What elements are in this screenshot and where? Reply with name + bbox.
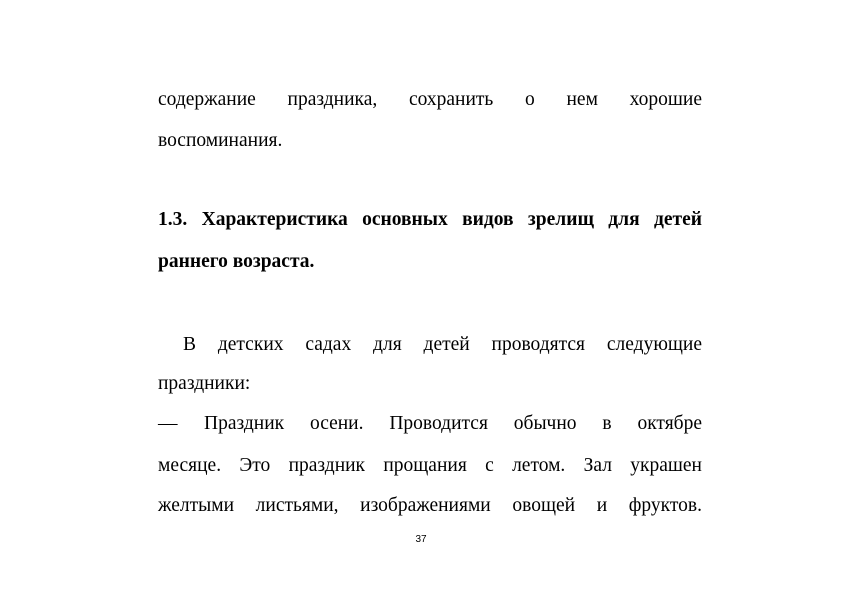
section-heading-line-2: раннего возраста.	[158, 251, 315, 272]
page-number: 37	[415, 534, 427, 545]
paragraph-intro-line-1: В детских садах для детей проводятся следующие	[183, 334, 702, 355]
list-item-dash: —	[158, 413, 178, 434]
paragraph-continuation-line-2: воспоминания.	[158, 130, 283, 151]
section-heading-line-1: 1.3. Характеристика основных видов зрелищ для детей	[158, 209, 702, 230]
paragraph-continuation-line-1: содержание праздника, сохранить о нем хорошие	[158, 89, 702, 110]
list-item-line-2: месяце. Это праздник прощания с летом. Зал украшен	[158, 455, 702, 476]
list-item-line-1: Праздник осени. Проводится обычно в октябре	[204, 413, 702, 434]
list-item-line-3: желтыми листьями, изображениями овощей и фруктов.	[158, 495, 702, 516]
paragraph-intro-line-2: праздники:	[158, 373, 251, 394]
